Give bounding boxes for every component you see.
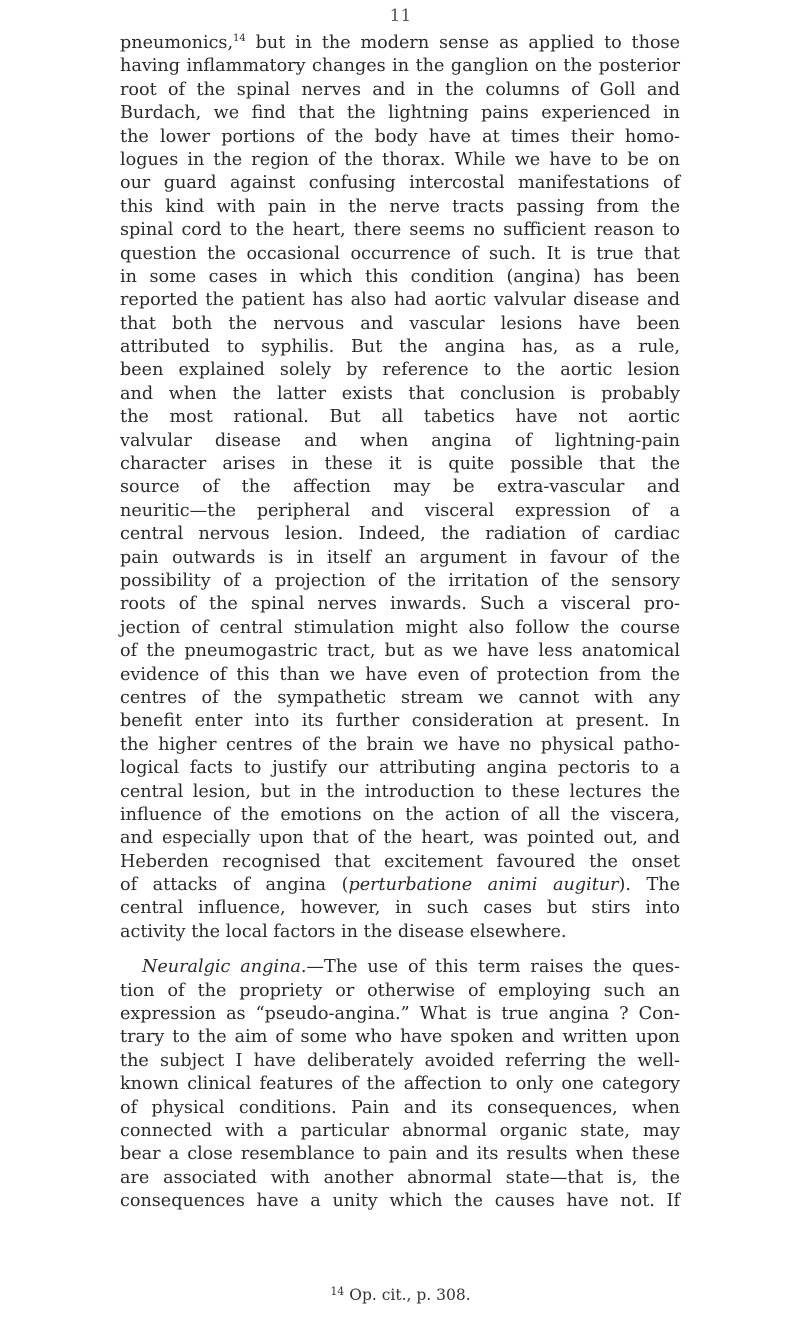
text-line: roots of the spinal nerves inwards. Such a visceral pro- — [120, 594, 680, 615]
text-line: and when the latter exists that conclusion is probably — [120, 383, 680, 404]
text-line: the most rational. But all tabetics have not aortic — [120, 407, 680, 428]
text-line: logues in the region of the thorax. While we have to be on — [120, 149, 680, 170]
footnote — [0, 1285, 801, 1304]
paragraph-gap — [120, 944, 680, 956]
section-heading-line — [120, 956, 680, 979]
text-line: Burdach, we find that the lightning pains experienced in — [120, 103, 680, 124]
text-line: spinal cord to the heart, there seems no sufficient reason to — [120, 220, 680, 241]
text-segment: —The use of this term raises the ques- — [306, 957, 680, 978]
text-line: of physical conditions. Pain and its consequences, when — [120, 1097, 680, 1118]
text-line: neuritic—the peripheral and visceral expression of a — [120, 500, 680, 521]
text-line: consequences have a unity which the causes have not. If — [120, 1191, 680, 1212]
text-line: bear a close resemblance to pain and its results when these — [120, 1144, 680, 1165]
text-line: central influence, however, in such cases but stirs into — [120, 898, 680, 919]
text-line: the subject I have deliberately avoided referring the well- — [120, 1050, 680, 1071]
text-line: of the pneumogastric tract, but as we have less anatomical — [120, 641, 680, 662]
text-line: central nervous lesion. Indeed, the radiation of cardiac — [120, 524, 680, 545]
text-line: centres of the sympathetic stream we cannot with any — [120, 687, 680, 708]
text-segment: but in the modern sense as applied to those — [245, 33, 680, 53]
text-line: pain outwards is in itself an argument in favour of the — [120, 547, 680, 568]
text-line: known clinical features of the affection to only one category — [120, 1074, 680, 1095]
text-line: valvular disease and when angina of lightning-pain — [120, 430, 680, 451]
text-line: Heberden recognised that excitement favoured the onset — [120, 851, 680, 872]
text-line: that both the nervous and vascular lesions have been — [120, 313, 680, 334]
text-segment: pneumonics, — [120, 33, 234, 53]
text-line: having inflammatory changes in the ganglion on the posterior — [120, 56, 680, 77]
text-line: possibility of a projection of the irritation of the sensory — [120, 570, 680, 591]
text-line: are associated with another abnormal state—that is, the — [120, 1167, 680, 1188]
text-line: character arises in these it is quite possible that the — [120, 454, 680, 475]
text-segment: of attacks of angina ( — [120, 875, 349, 896]
text-line — [120, 874, 680, 897]
text-line: tion of the propriety or otherwise of employing such an — [120, 980, 680, 1001]
text-line: benefit enter into its further consideration at present. In — [120, 711, 680, 732]
latin-phrase: perturbatione animi augitur — [348, 875, 619, 896]
text-line: and especially upon that of the heart, was pointed out, and — [120, 828, 680, 849]
page-number: 11 — [389, 6, 412, 26]
text-line: this kind with pain in the nerve tracts passing from the — [120, 196, 680, 217]
text-line: source of the affection may be extra-vascular and — [120, 477, 680, 498]
text-line: root of the spinal nerves and in the columns of Goll and — [120, 79, 680, 100]
text-line: attributed to syphilis. But the angina has, as a rule, — [120, 337, 680, 358]
text-line: activity the local factors in the disease elsewhere. — [120, 921, 567, 942]
text-line: expression as “pseudo-angina.” What is true angina ? Con- — [120, 1004, 680, 1025]
text-line: the higher centres of the brain we have no physical patho- — [120, 734, 680, 755]
body-text — [120, 32, 680, 1214]
text-line: influence of the emotions on the action of all the viscera, — [120, 804, 680, 825]
text-line: question the occasional occurrence of such. It is true that — [120, 243, 680, 264]
text-line: trary to the aim of some who have spoken and written upon — [120, 1027, 680, 1048]
text-line: central lesion, but in the introduction to these lectures the — [120, 781, 680, 802]
text-line — [120, 32, 680, 55]
section-heading: Neuralgic angina. — [142, 957, 307, 978]
footnote-reference: 14 — [233, 33, 246, 45]
footnote-text: Op. cit., p. 308. — [349, 1286, 471, 1304]
footnote-marker: 14 — [330, 1285, 345, 1298]
text-line: reported the patient has also had aortic valvular disease and — [120, 290, 680, 311]
text-line: our guard against confusing intercostal manifestations of — [120, 173, 680, 194]
text-line: in some cases in which this condition (angina) has been — [120, 266, 680, 287]
text-line: evidence of this than we have even of protection from the — [120, 664, 680, 685]
text-line: logical facts to justify our attributing angina pectoris to a — [120, 758, 680, 779]
text-segment: ). The — [618, 875, 680, 896]
text-line: been explained solely by reference to the aortic lesion — [120, 360, 680, 381]
text-line: jection of central stimulation might also follow the course — [120, 617, 680, 638]
text-line: the lower portions of the body have at times their homo- — [120, 126, 680, 147]
text-line: connected with a particular abnormal organic state, may — [120, 1120, 680, 1141]
